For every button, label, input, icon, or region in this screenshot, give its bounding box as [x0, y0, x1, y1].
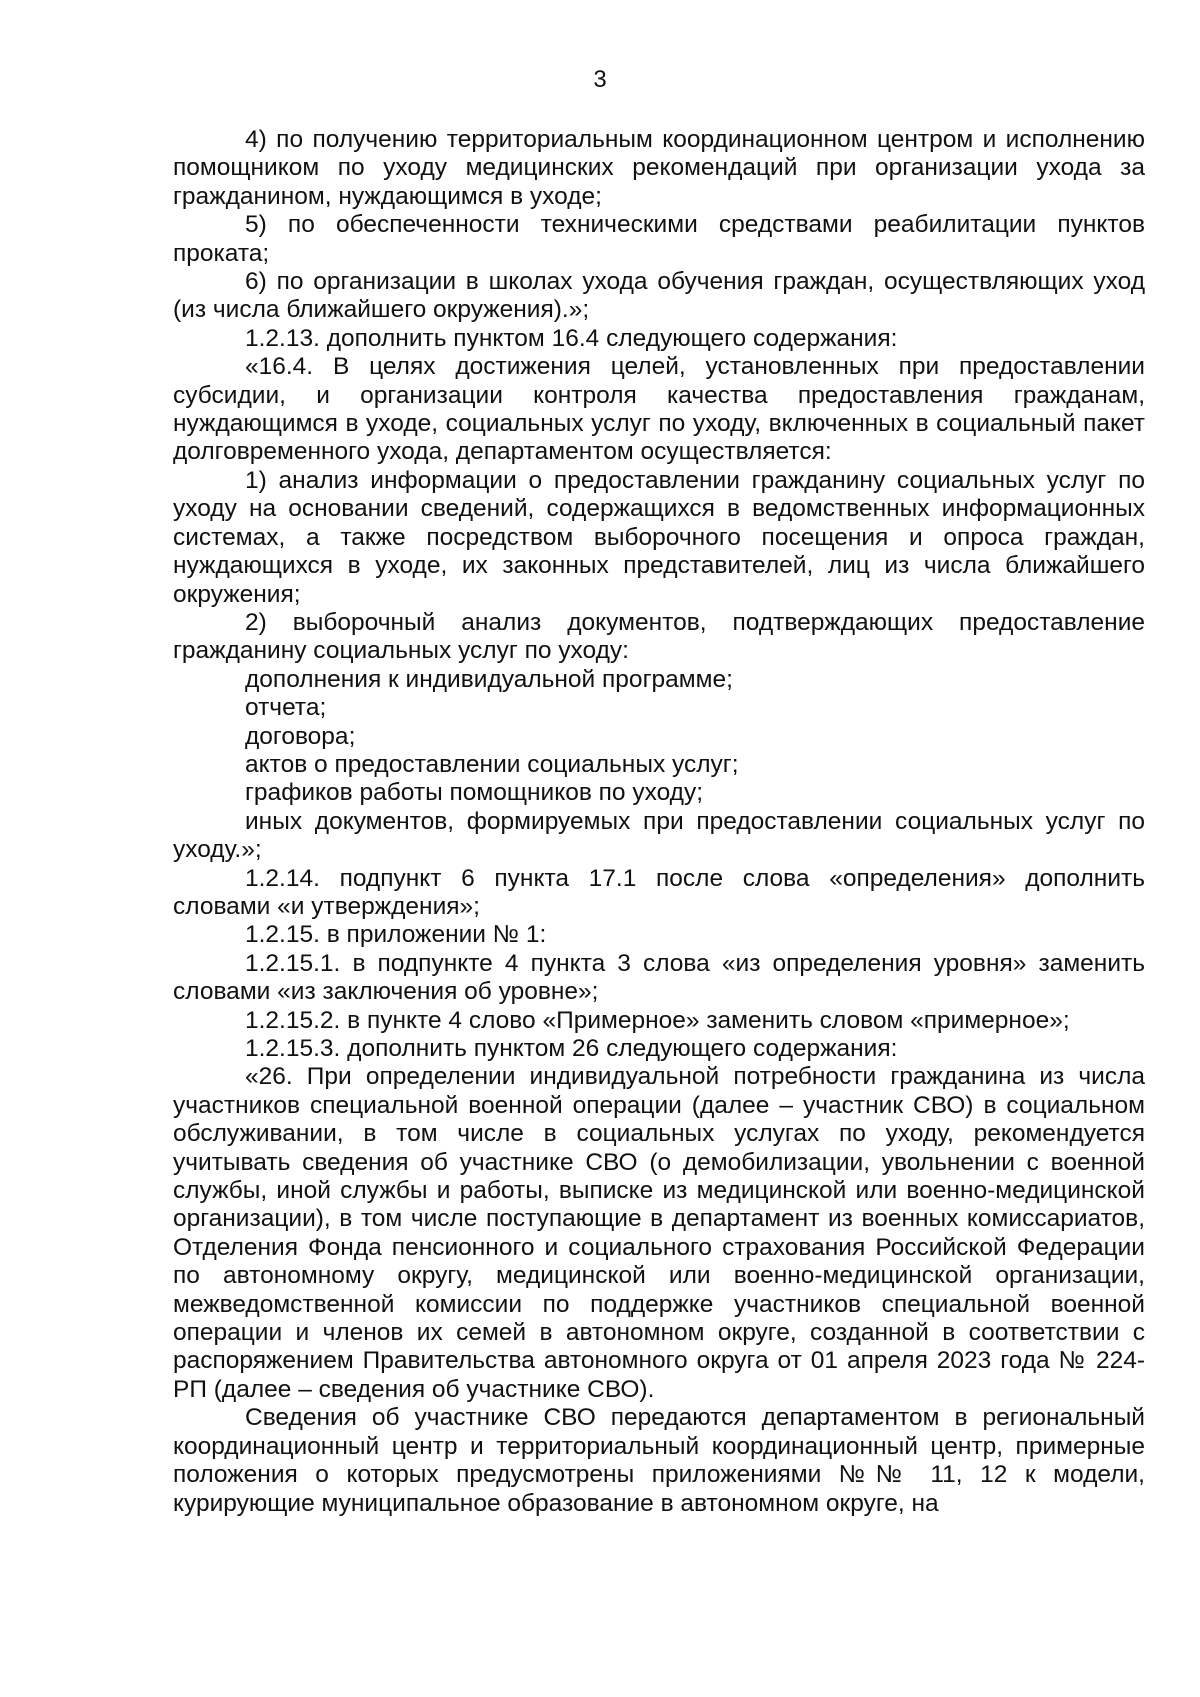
- paragraph: 1.2.13. дополнить пунктом 16.4 следующего содержания:: [245, 324, 898, 352]
- paragraph: 6) по организации в школах ухода обучения граждан, осуществляющих уход (из числа ближайшего окружения).»;: [173, 268, 1145, 324]
- list-item: договора;: [245, 722, 356, 750]
- paragraph: 1.2.15.1. в подпункте 4 пункта 3 слова «из определения уровня» заменить словами «из заключения об уровне»;: [173, 949, 1145, 1006]
- paragraph: 5) по обеспеченности техническими средствами реабилитации пунктов проката;: [173, 211, 1145, 267]
- page-number: 3: [593, 66, 607, 93]
- paragraph: иных документов, формируемых при предоставлении социальных услуг по уходу.»;: [173, 807, 1145, 864]
- paragraph: 1.2.14. подпункт 6 пункта 17.1 после слова «определения» дополнить словами «и утверждения»;: [173, 864, 1145, 920]
- paragraph: 1.2.15.3. дополнить пунктом 26 следующего содержания:: [245, 1035, 898, 1062]
- list-item: отчета;: [245, 694, 327, 722]
- list-item: графиков работы помощников по уходу;: [245, 779, 704, 807]
- paragraph: 1.2.15.2. в пункте 4 слово «Примерное» заменить словом «примерное»;: [245, 1006, 1070, 1034]
- list-item: актов о предоставлении социальных услуг;: [245, 750, 739, 778]
- paragraph: «26. При определении индивидуальной потребности гражданина из числа участников специальной военной операции (далее – участник СВО) в социальном обслуживании, в том числе в социальных услугах по уходу, рекомендуется учитывать сведения об участнике СВО (о демобилизации, увольнении с военной службы, иной службы и работы, выписке из медицинской или военно-медицинской организации), в том числе поступающие в департамент из военных комиссариатов, Отделения Фонда пенсионного и социального страхования Российской Федерации по автономному округу, медицинской или военно-медицинской организации, межведомственной комиссии по поддержке участников специальной военной операции и членов их семей в автономном округе, созданной в соответствии с распоряжением Правительства автономного округа от 01 апреля 2023 года № 224-РП (далее – сведения об участнике СВО).: [173, 1063, 1145, 1403]
- paragraph: 1) анализ информации о предоставлении гражданину социальных услуг по уходу на основании сведений, содержащихся в ведомственных информационных системах, а также посредством выборочного посещения и опроса граждан, нуждающихся в уходе, их законных представителей, лиц из числа ближайшего окружения;: [173, 466, 1145, 608]
- paragraph: 4) по получению территориальным координационном центром и исполнению помощником по уходу медицинских рекомендаций при организации ухода за гражданином, нуждающимся в уходе;: [173, 126, 1145, 210]
- list-item: дополнения к индивидуальной программе;: [245, 665, 733, 693]
- document-body: [173, 126, 1145, 1518]
- paragraph: Сведения об участнике СВО передаются департаментом в региональный координационный центр и территориальный координационный центр, примерные положения о которых предусмотрены приложениями №№ 11, 12 к модели, курирующие муниципальное образование в автономном округе, на: [173, 1404, 1145, 1517]
- paragraph: «16.4. В целях достижения целей, установленных при предоставлении субсидии, и организации контроля качества предоставления гражданам, нуждающимся в уходе, социальных услуг по уходу, включенных в социальный пакет долговременного ухода, департаментом осуществляется:: [173, 353, 1145, 466]
- paragraph: 1.2.15. в приложении № 1:: [245, 921, 547, 949]
- paragraph: 2) выборочный анализ документов, подтверждающих предоставление гражданину социальных услуг по уходу:: [173, 608, 1145, 665]
